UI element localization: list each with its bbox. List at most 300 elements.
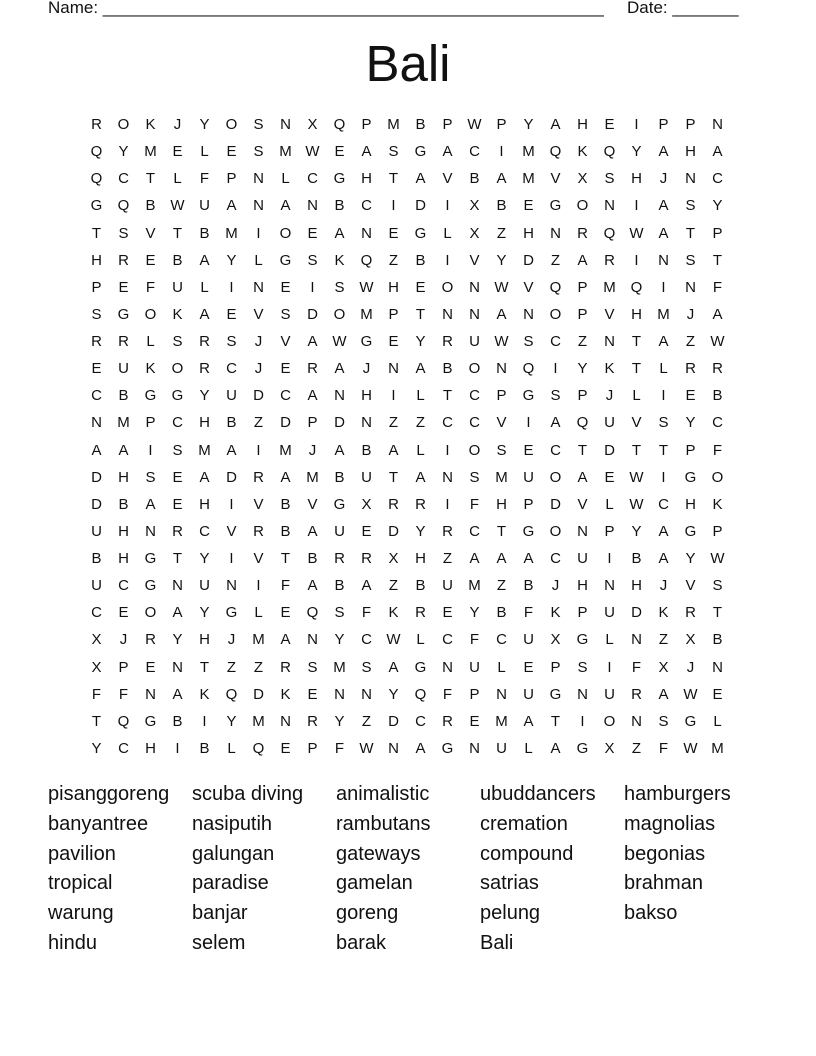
grid-letter[interactable]: L <box>416 631 425 649</box>
grid-letter[interactable]: A <box>712 143 723 161</box>
grid-letter[interactable]: U <box>226 387 237 405</box>
grid-letter[interactable]: Y <box>631 522 642 540</box>
grid-letter[interactable]: T <box>577 441 588 459</box>
grid-letter[interactable]: A <box>658 550 669 567</box>
grid-letter[interactable]: V <box>280 333 291 350</box>
grid-letter[interactable]: N <box>388 360 399 378</box>
grid-letter[interactable]: A <box>226 197 237 215</box>
grid-letter[interactable]: O <box>225 116 238 133</box>
grid-letter[interactable]: K <box>199 685 210 703</box>
grid-letter[interactable]: J <box>254 360 263 378</box>
grid-letter[interactable]: N <box>469 278 480 296</box>
grid-letter[interactable]: P <box>307 414 318 432</box>
grid-letter[interactable]: A <box>658 333 669 350</box>
grid-letter[interactable]: A <box>496 170 507 188</box>
grid-letter[interactable]: L <box>524 739 533 757</box>
grid-letter[interactable]: H <box>523 224 534 242</box>
grid-letter[interactable]: K <box>334 251 345 269</box>
grid-letter[interactable]: H <box>145 739 156 757</box>
grid-letter[interactable]: T <box>388 468 399 486</box>
grid-letter[interactable]: A <box>307 522 318 540</box>
grid-letter[interactable]: U <box>118 360 129 378</box>
grid-letter[interactable]: S <box>145 468 156 486</box>
grid-letter[interactable]: I <box>634 197 639 215</box>
grid-letter[interactable]: N <box>469 739 480 757</box>
grid-letter[interactable]: V <box>631 414 642 432</box>
grid-letter[interactable]: H <box>361 387 372 405</box>
grid-letter[interactable]: E <box>172 143 183 161</box>
grid-letter[interactable]: E <box>172 495 183 513</box>
grid-letter[interactable]: J <box>362 360 371 378</box>
grid-letter[interactable]: O <box>171 360 184 378</box>
grid-letter[interactable]: A <box>280 197 291 215</box>
grid-letter[interactable]: P <box>685 441 696 459</box>
grid-letter[interactable]: B <box>469 170 480 188</box>
grid-letter[interactable]: T <box>91 224 102 242</box>
grid-letter[interactable]: Y <box>415 333 426 350</box>
grid-letter[interactable]: A <box>307 577 318 595</box>
grid-letter[interactable]: R <box>280 658 291 676</box>
grid-letter[interactable]: F <box>91 685 102 703</box>
grid-letter[interactable]: B <box>118 387 129 405</box>
grid-letter[interactable]: R <box>172 522 183 540</box>
grid-letter[interactable]: D <box>631 604 642 622</box>
grid-letter[interactable]: T <box>172 224 183 242</box>
grid-letter[interactable]: C <box>496 631 507 649</box>
grid-letter[interactable]: C <box>442 414 453 432</box>
grid-letter[interactable]: E <box>604 116 615 133</box>
grid-letter[interactable]: Z <box>685 333 696 350</box>
grid-letter[interactable]: J <box>686 305 695 323</box>
grid-letter[interactable]: N <box>604 197 615 215</box>
grid-letter[interactable]: N <box>280 712 291 730</box>
grid-letter[interactable]: X <box>658 658 669 676</box>
grid-letter[interactable]: R <box>307 360 318 378</box>
grid-letter[interactable]: A <box>172 604 183 622</box>
grid-letter[interactable]: S <box>658 712 669 730</box>
grid-letter[interactable]: N <box>685 170 696 188</box>
grid-letter[interactable]: E <box>280 360 291 378</box>
grid-letter[interactable]: A <box>550 739 561 757</box>
grid-letter[interactable]: L <box>605 631 614 649</box>
grid-letter[interactable]: C <box>550 441 561 459</box>
grid-letter[interactable]: Y <box>226 251 237 269</box>
grid-letter[interactable]: F <box>199 170 210 188</box>
grid-letter[interactable]: Q <box>360 251 373 269</box>
grid-letter[interactable]: E <box>415 278 426 296</box>
grid-letter[interactable]: K <box>712 495 723 513</box>
grid-letter[interactable]: A <box>415 468 426 486</box>
grid-letter[interactable]: A <box>415 739 426 757</box>
grid-letter[interactable]: N <box>631 712 642 730</box>
grid-letter[interactable]: S <box>91 305 102 323</box>
grid-letter[interactable]: R <box>685 604 696 622</box>
grid-letter[interactable]: D <box>415 197 426 215</box>
grid-letter[interactable]: J <box>227 631 236 649</box>
grid-letter[interactable]: D <box>523 251 534 269</box>
grid-letter[interactable]: E <box>280 604 291 622</box>
grid-letter[interactable]: S <box>604 170 615 188</box>
grid-letter[interactable]: E <box>280 278 291 296</box>
grid-letter[interactable]: I <box>175 739 180 757</box>
grid-letter[interactable]: U <box>469 333 480 350</box>
grid-letter[interactable]: U <box>604 414 615 432</box>
grid-letter[interactable]: I <box>553 360 558 378</box>
grid-letter[interactable]: Y <box>523 116 534 133</box>
grid-letter[interactable]: H <box>631 577 642 595</box>
grid-letter[interactable]: B <box>280 522 291 540</box>
grid-letter[interactable]: G <box>441 739 454 757</box>
grid-letter[interactable]: U <box>577 550 588 567</box>
grid-letter[interactable]: N <box>631 631 642 649</box>
grid-letter[interactable]: B <box>145 197 156 215</box>
grid-letter[interactable]: O <box>603 712 616 730</box>
grid-letter[interactable]: B <box>712 631 723 649</box>
grid-letter[interactable]: N <box>496 685 507 703</box>
grid-letter[interactable]: Q <box>630 278 643 296</box>
grid-letter[interactable]: G <box>144 712 157 730</box>
grid-letter[interactable]: X <box>604 739 615 757</box>
grid-letter[interactable]: M <box>711 739 724 757</box>
grid-letter[interactable]: I <box>229 550 234 567</box>
grid-letter[interactable]: C <box>712 170 723 188</box>
grid-letter[interactable]: W <box>710 333 725 350</box>
grid-letter[interactable]: N <box>253 197 264 215</box>
grid-letter[interactable]: W <box>359 278 374 296</box>
grid-letter[interactable]: B <box>172 251 183 269</box>
grid-letter[interactable]: K <box>145 116 156 133</box>
grid-letter[interactable]: V <box>253 305 264 323</box>
grid-letter[interactable]: H <box>199 414 210 432</box>
grid-letter[interactable]: L <box>659 360 668 378</box>
grid-letter[interactable]: S <box>280 305 291 323</box>
grid-letter[interactable]: E <box>145 658 156 676</box>
grid-letter[interactable]: V <box>577 495 588 513</box>
grid-letter[interactable]: R <box>442 712 453 730</box>
grid-letter[interactable]: F <box>442 685 453 703</box>
grid-letter[interactable]: F <box>712 441 723 459</box>
grid-letter[interactable]: G <box>144 550 157 567</box>
grid-letter[interactable]: U <box>496 739 507 757</box>
grid-letter[interactable]: F <box>361 604 372 622</box>
grid-letter[interactable]: A <box>577 251 588 269</box>
grid-letter[interactable]: B <box>496 197 507 215</box>
grid-letter[interactable]: S <box>253 116 264 133</box>
grid-letter[interactable]: O <box>279 224 292 242</box>
grid-letter[interactable]: Z <box>496 577 507 595</box>
grid-letter[interactable]: W <box>359 739 374 757</box>
grid-letter[interactable]: G <box>522 387 535 405</box>
grid-letter[interactable]: I <box>256 577 261 595</box>
grid-letter[interactable]: I <box>661 387 666 405</box>
grid-letter[interactable]: W <box>467 116 482 133</box>
grid-letter[interactable]: E <box>442 604 453 622</box>
grid-letter[interactable]: C <box>226 360 237 378</box>
grid-letter[interactable]: G <box>522 522 535 540</box>
grid-letter[interactable]: H <box>199 631 210 649</box>
grid-letter[interactable]: Y <box>631 143 642 161</box>
grid-letter[interactable]: T <box>631 360 642 378</box>
grid-letter[interactable]: T <box>91 712 102 730</box>
grid-letter[interactable]: E <box>523 197 534 215</box>
grid-letter[interactable]: I <box>445 197 450 215</box>
grid-letter[interactable]: B <box>415 251 426 269</box>
grid-letter[interactable]: X <box>469 224 480 242</box>
grid-letter[interactable]: X <box>469 197 480 215</box>
grid-letter[interactable]: T <box>280 550 291 567</box>
grid-letter[interactable]: I <box>445 495 450 513</box>
grid-letter[interactable]: C <box>469 387 480 405</box>
grid-letter[interactable]: S <box>469 468 480 486</box>
grid-letter[interactable]: Q <box>225 685 238 703</box>
grid-letter[interactable]: Q <box>549 278 562 296</box>
grid-letter[interactable]: B <box>307 550 318 567</box>
grid-letter[interactable]: N <box>496 360 507 378</box>
grid-letter[interactable]: A <box>577 468 588 486</box>
grid-letter[interactable]: N <box>334 685 345 703</box>
grid-letter[interactable]: X <box>307 116 318 133</box>
grid-letter[interactable]: G <box>333 495 346 513</box>
grid-letter[interactable]: N <box>442 658 453 676</box>
grid-letter[interactable]: O <box>117 116 130 133</box>
grid-letter[interactable]: N <box>388 739 399 757</box>
grid-letter[interactable]: U <box>199 197 210 215</box>
grid-letter[interactable]: L <box>605 495 614 513</box>
grid-letter[interactable]: Y <box>415 522 426 540</box>
grid-letter[interactable]: Z <box>253 658 264 676</box>
grid-letter[interactable]: P <box>577 604 588 622</box>
grid-letter[interactable]: U <box>361 468 372 486</box>
grid-letter[interactable]: A <box>388 441 399 459</box>
grid-letter[interactable]: R <box>118 333 129 350</box>
grid-letter[interactable]: P <box>685 116 696 133</box>
grid-letter[interactable]: F <box>334 739 345 757</box>
grid-letter[interactable]: H <box>388 278 399 296</box>
grid-letter[interactable]: Z <box>631 739 642 757</box>
grid-letter[interactable]: A <box>199 468 210 486</box>
grid-letter[interactable]: G <box>414 224 427 242</box>
grid-letter[interactable]: S <box>523 333 534 350</box>
grid-letter[interactable]: E <box>523 658 534 676</box>
grid-letter[interactable]: H <box>118 468 129 486</box>
grid-letter[interactable]: L <box>416 441 425 459</box>
grid-letter[interactable]: A <box>280 631 291 649</box>
grid-letter[interactable]: Z <box>388 414 399 432</box>
grid-letter[interactable]: S <box>550 387 561 405</box>
grid-letter[interactable]: Z <box>496 224 507 242</box>
grid-letter[interactable]: U <box>604 685 615 703</box>
grid-letter[interactable]: G <box>117 305 130 323</box>
grid-letter[interactable]: N <box>280 116 291 133</box>
grid-letter[interactable]: F <box>658 739 669 757</box>
grid-letter[interactable]: N <box>442 468 453 486</box>
grid-letter[interactable]: R <box>442 522 453 540</box>
grid-letter[interactable]: Y <box>91 739 102 757</box>
grid-letter[interactable]: S <box>388 143 399 161</box>
grid-letter[interactable]: N <box>685 278 696 296</box>
grid-letter[interactable]: F <box>145 278 156 296</box>
grid-letter[interactable]: E <box>469 712 480 730</box>
grid-letter[interactable]: A <box>550 414 561 432</box>
grid-letter[interactable]: K <box>172 305 183 323</box>
grid-letter[interactable]: U <box>172 278 183 296</box>
grid-letter[interactable]: F <box>712 278 723 296</box>
grid-letter[interactable]: I <box>256 441 261 459</box>
grid-letter[interactable]: Q <box>522 360 535 378</box>
grid-letter[interactable]: X <box>577 170 588 188</box>
grid-letter[interactable]: C <box>361 631 372 649</box>
grid-letter[interactable]: M <box>279 441 292 459</box>
grid-letter[interactable]: D <box>91 468 102 486</box>
grid-letter[interactable]: N <box>172 577 183 595</box>
grid-letter[interactable]: M <box>468 577 481 595</box>
grid-letter[interactable]: A <box>307 387 318 405</box>
grid-letter[interactable]: G <box>684 468 697 486</box>
grid-letter[interactable]: S <box>685 197 696 215</box>
grid-letter[interactable]: E <box>226 305 237 323</box>
grid-letter[interactable]: I <box>634 251 639 269</box>
grid-letter[interactable]: J <box>605 387 614 405</box>
grid-letter[interactable]: M <box>117 414 130 432</box>
grid-letter[interactable]: U <box>604 604 615 622</box>
grid-letter[interactable]: I <box>634 116 639 133</box>
grid-letter[interactable]: Y <box>469 604 480 622</box>
grid-letter[interactable]: A <box>550 116 561 133</box>
grid-letter[interactable]: F <box>631 658 642 676</box>
grid-letter[interactable]: P <box>496 116 507 133</box>
grid-letter[interactable]: M <box>522 170 535 188</box>
grid-letter[interactable]: Q <box>549 143 562 161</box>
grid-letter[interactable]: R <box>415 604 426 622</box>
grid-letter[interactable]: R <box>361 550 372 567</box>
grid-letter[interactable]: L <box>227 739 236 757</box>
grid-letter[interactable]: M <box>495 468 508 486</box>
grid-letter[interactable]: Z <box>388 577 399 595</box>
grid-letter[interactable]: C <box>280 387 291 405</box>
grid-letter[interactable]: A <box>91 441 102 459</box>
grid-letter[interactable]: S <box>253 143 264 161</box>
grid-letter[interactable]: G <box>225 604 238 622</box>
grid-letter[interactable]: S <box>685 251 696 269</box>
grid-letter[interactable]: E <box>118 278 129 296</box>
grid-letter[interactable]: B <box>334 468 345 486</box>
grid-letter[interactable]: A <box>172 685 183 703</box>
grid-letter[interactable]: N <box>523 305 534 323</box>
grid-letter[interactable]: I <box>229 495 234 513</box>
grid-letter[interactable]: R <box>199 333 210 350</box>
grid-letter[interactable]: S <box>334 604 345 622</box>
grid-letter[interactable]: B <box>280 495 291 513</box>
grid-letter[interactable]: O <box>468 441 481 459</box>
grid-letter[interactable]: C <box>91 387 102 405</box>
grid-letter[interactable]: G <box>144 577 157 595</box>
grid-letter[interactable]: Z <box>253 414 264 432</box>
grid-letter[interactable]: A <box>415 360 426 378</box>
grid-letter[interactable]: D <box>388 522 399 540</box>
grid-letter[interactable]: V <box>685 577 696 595</box>
grid-letter[interactable]: N <box>307 631 318 649</box>
grid-letter[interactable]: C <box>415 712 426 730</box>
grid-letter[interactable]: P <box>226 170 237 188</box>
grid-letter[interactable]: N <box>253 278 264 296</box>
grid-letter[interactable]: H <box>631 305 642 323</box>
grid-letter[interactable]: B <box>199 739 210 757</box>
grid-letter[interactable]: M <box>360 305 373 323</box>
grid-letter[interactable]: E <box>361 522 372 540</box>
grid-letter[interactable]: O <box>549 305 562 323</box>
grid-letter[interactable]: N <box>550 224 561 242</box>
grid-letter[interactable]: Y <box>199 550 210 567</box>
grid-letter[interactable]: G <box>144 387 157 405</box>
grid-letter[interactable]: B <box>226 414 237 432</box>
grid-letter[interactable]: O <box>576 197 589 215</box>
grid-letter[interactable]: Z <box>388 251 399 269</box>
grid-letter[interactable]: L <box>254 251 263 269</box>
grid-letter[interactable]: X <box>388 550 399 567</box>
grid-letter[interactable]: O <box>468 360 481 378</box>
grid-letter[interactable]: X <box>361 495 372 513</box>
grid-letter[interactable]: G <box>414 143 427 161</box>
grid-letter[interactable]: S <box>334 278 345 296</box>
grid-letter[interactable]: R <box>415 495 426 513</box>
grid-letter[interactable]: B <box>712 387 723 405</box>
grid-letter[interactable]: W <box>710 550 725 567</box>
grid-letter[interactable]: Z <box>577 333 588 350</box>
grid-letter[interactable]: T <box>550 712 561 730</box>
grid-letter[interactable]: P <box>712 522 723 540</box>
grid-letter[interactable]: K <box>145 360 156 378</box>
grid-letter[interactable]: M <box>279 143 292 161</box>
grid-letter[interactable]: P <box>469 685 480 703</box>
grid-letter[interactable]: V <box>307 495 318 513</box>
grid-letter[interactable]: B <box>334 577 345 595</box>
grid-letter[interactable]: B <box>442 360 453 378</box>
grid-letter[interactable]: I <box>202 712 207 730</box>
grid-letter[interactable]: N <box>361 224 372 242</box>
grid-letter[interactable]: W <box>332 333 347 350</box>
grid-letter[interactable]: D <box>91 495 102 513</box>
grid-letter[interactable]: T <box>631 441 642 459</box>
grid-letter[interactable]: R <box>91 116 102 133</box>
grid-letter[interactable]: A <box>226 441 237 459</box>
grid-letter[interactable]: H <box>415 550 426 567</box>
grid-letter[interactable]: Y <box>388 685 399 703</box>
grid-letter[interactable]: M <box>387 116 400 133</box>
grid-letter[interactable]: S <box>577 658 588 676</box>
grid-letter[interactable]: L <box>497 658 506 676</box>
grid-letter[interactable]: W <box>494 278 509 296</box>
grid-letter[interactable]: Q <box>414 685 427 703</box>
grid-letter[interactable]: X <box>685 631 696 649</box>
grid-letter[interactable]: O <box>441 278 454 296</box>
grid-letter[interactable]: I <box>229 278 234 296</box>
grid-letter[interactable]: I <box>148 441 153 459</box>
grid-letter[interactable]: C <box>118 577 129 595</box>
grid-letter[interactable]: A <box>307 333 318 350</box>
grid-letter[interactable]: R <box>307 712 318 730</box>
grid-letter[interactable]: Y <box>172 631 183 649</box>
grid-letter[interactable]: N <box>604 577 615 595</box>
grid-letter[interactable]: U <box>523 685 534 703</box>
grid-letter[interactable]: T <box>631 333 642 350</box>
grid-letter[interactable]: M <box>603 278 616 296</box>
grid-letter[interactable]: F <box>469 495 480 513</box>
grid-letter[interactable]: B <box>172 712 183 730</box>
grid-letter[interactable]: F <box>469 631 480 649</box>
grid-letter[interactable]: N <box>577 685 588 703</box>
grid-letter[interactable]: P <box>577 278 588 296</box>
grid-letter[interactable]: E <box>523 441 534 459</box>
